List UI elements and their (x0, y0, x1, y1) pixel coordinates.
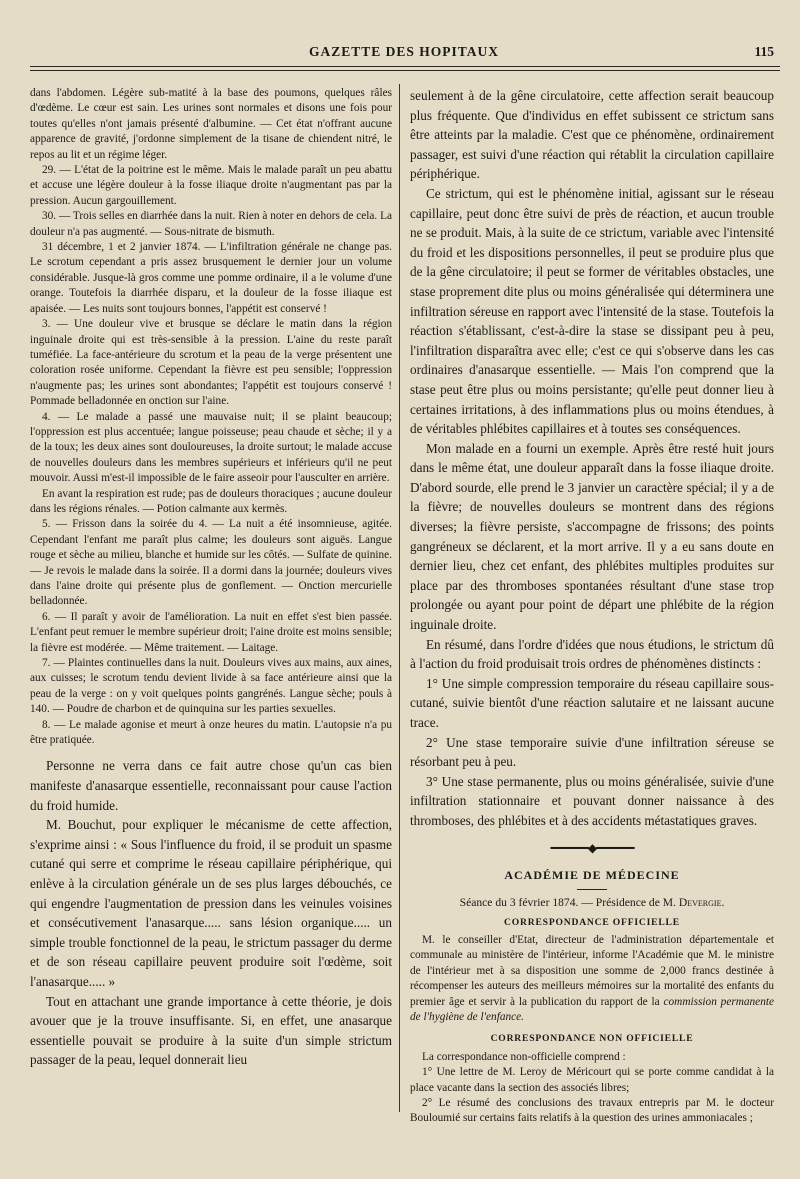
nonofficial-intro: La correspondance non-officielle comprend : (422, 1050, 626, 1063)
official-text-italic: commission permanente de l'hygiène de l'enfance. (410, 995, 775, 1023)
discussion-continued (410, 86, 774, 831)
discussion-text (30, 756, 392, 1070)
session-line (410, 896, 774, 909)
official-text: M. le conseiller d'Etat, directeur de l'administration départementale et communale au ministère de l'intérieur, informe l'Académie que M. le ministre de l'intérieur met à sa disposition une somme de 2,000 francs destinée à récompenser les auteurs des meilleurs mémoires sur la mortalité des enfants du premier âge et servir à la publication du rapport de la (410, 933, 774, 1008)
case-paragraph: dans l'abdomen. Légère sub-matité à la base des poumons, quelques râles d'œdème. Le cœur est sain. Les urines sont normales et disons une fois pour toutes qu'elles n'ont jamais présenté d'albumine. — Cet état n'offrant aucune apparence de gravité, j'ordonne simplement de la tisane de chiendent nitré, le repos au lit et un régime léger. (30, 87, 392, 161)
case-paragraph: En avant la respiration est rude; pas de douleurs thoraciques ; aucune douleur dans les régions rénales. — Potion calmante aux kermès. (30, 487, 392, 515)
official-correspondence-heading: CORRESPONDANCE OFFICIELLE (504, 916, 680, 928)
page-header (28, 42, 780, 62)
right-column (410, 86, 774, 1127)
case-paragraph: 4. — Le malade a passé une mauvaise nuit; il se plaint beaucoup; l'oppression est plus accentuée; langue poisseuse; peau chaude et sèche; il y a de la toux; les deux aines sont douloureuses, la droite surtout; le malade accuse de nouvelles douleurs dans les membres supérieurs et inférieurs qu'il ne peut mouvoir. Aussi m'est-il impossible de le faire asseoir pour l'ausculter en arrière. (30, 410, 392, 485)
body-paragraph: Personne ne verra dans ce fait autre chose qu'un cas bien manifeste d'anasarque essentielle, reconnaissant pour cause l'action du froid humide. (30, 758, 392, 813)
case-paragraph: 29. — L'état de la poitrine est le même. Mais le malade paraît un peu abattu et accuse une légère douleur à la fosse iliaque droite n'augmentant pas par la pression. Aucun gargouillement. (30, 164, 392, 207)
body-paragraph: Ce strictum, qui est le phénomène initial, agissant sur le réseau capillaire, peut donc être suivi de près de réaction, et aucun trouble ne se produit. Mais, à la suite de ce strictum, variable avec l'intensité du froid et les dispositions personnelles, il peut se produire plus que de la gêne circulatoire; il peut se former de véritables obstacles, une stase proprement dite plus ou moins généralisée qui déterminera une infiltration séreuse en rapport avec l'intensité de la stase. Toutefois la réaction s'établissant, c'est-à-dire la stase se dissipant peu à peu, l'infiltration disparaîtra avec elle; c'est ce qui s'observe dans les cas ordinaires d'anasarque essentielle. — Mais l'on comprend que la stase peut être plus ou moins persistante; qu'elle peut donner lieu à certaines irritations, à des inflammations plus ou moins étendues, à de véritables phlébites capillaires et à toutes ses conséquences. (410, 185, 774, 437)
body-paragraph: Mon malade en a fourni un exemple. Après être resté huit jours dans le même état, une douleur apparaît dans la fosse iliaque droite. D'abord sourde, elle prend le 3 janvier un caractère spécial; il y a de la fièvre; de nouvelles douleurs se montrent dans des régions diverses; la fièvre persiste, s'accompagne de frissons; des points gangréneux se déclarent, et la mort arrive. Il y a eu sans doute en dernier lieu, chez cet enfant, des phlébites multiples produites sur place par des thromboses spontanées résultant d'une stase trop prolongée ou ayant pour point de départ une phlébite de la région inguinale droite. (410, 440, 774, 633)
case-paragraph: 7. — Plaintes continuelles dans la nuit. Douleurs vives aux mains, aux aines, aux cuisses; le scrotum tendu devient livide à sa face antérieure ainsi que la peau de la verge : on y voit quelques points gangrénés. Langue sèche; pouls à 140. — Poudre de charbon et de quinquina sur les parties sexuelles. (30, 657, 392, 716)
case-paragraph: 5. — Frisson dans la soirée du 4. — La nuit a été insomnieuse, agitée. Cependant l'enfant me paraît plus calme; les douleurs sont aiguës. Langue rouge et sèche au milieu, blanche et humide sur les côtés. — Sulfate de quinine. — Je revois le malade dans la soirée. Il a dormi dans la journée; douleurs vives dans l'aine droite qui présente plus de gonflement. — Onction mercurielle belladonnée. (30, 518, 392, 608)
title-rule (577, 889, 607, 890)
column-divider (399, 84, 400, 1112)
body-paragraph: 2° Une stase temporaire suivie d'une infiltration séreuse se résorbant peu à peu. (410, 734, 774, 770)
case-paragraph: 30. — Trois selles en diarrhée dans la nuit. Rien à noter en dehors de cela. La douleur n'a pas augmenté. — Sous-nitrate de bismuth. (30, 210, 392, 238)
correspondence-item: 2° Le résumé des conclusions des travaux entrepris par M. le docteur Bouloumié sur certains faits relatifs à la question des urines ammoniacales ; (410, 1097, 774, 1125)
case-paragraph: 3. — Une douleur vive et brusque se déclare le matin dans la région inguinale droite qui est très-sensible à la pression. L'aine du reste paraît tuméfiée. La face-antérieure du scrotum et la peau de la verge présentent une coloration rosée uniforme. Cependant la fièvre est peu sensible; l'oppression n'augmente pas; les urines sont abondantes; l'appétit est toujours conservé ! Pommade belladonnée en onction sur l'aine. (30, 318, 392, 408)
body-paragraph: 1° Une simple compression temporaire du réseau capillaire sous-cutané, suivie bientôt d'une réaction salutaire et ne laissant aucune trace. (410, 675, 774, 730)
body-paragraph: 3° Une stase permanente, plus ou moins généralisée, suivie d'une infiltration stationnaire et pouvant donner naissance à des thromboses, des phlébites et à des accidents métastatiques graves. (410, 773, 774, 828)
session-president: M. Devergie. (662, 895, 725, 909)
body-paragraph: En résumé, dans l'ordre d'idées que nous étudions, le strictum dû à l'action du froid produisait trois ordres de phénomènes distincts : (410, 636, 774, 672)
section-ornament: ━━━━━━◆━━━━━━ (550, 840, 634, 855)
correspondence-item: 1° Une lettre de M. Leroy de Méricourt qui se porte comme candidat à la place vacante dans la section des associés libres; (410, 1066, 774, 1094)
academy-title: ACADÉMIE DE MÉDECINE (504, 867, 680, 882)
body-paragraph: Tout en attachant une grande importance à cette théorie, je dois avouer que je la trouve insuffisante. Si, en effet, une anasarque essentielle pouvait se produire à la suite d'un simple strictum passager de la peau, lequel donnerait lieu (30, 993, 392, 1068)
case-paragraph: 31 décembre, 1 et 2 janvier 1874. — L'infiltration générale ne change pas. Le scrotum cependant a pris assez brusquement le dernier jour un volume considérable. Jusque-là gros comme une pomme ordinaire, il a le volume d'une orange. Toutefois la diarrhée disparu, et la douleur de la fosse iliaque est apaisée. — Les nuits sont toujours bonnes, l'appétit est conservé ! (30, 241, 392, 315)
case-paragraph: 6. — Il paraît y avoir de l'amélioration. La nuit en effet s'est bien passée. L'enfant peut remuer le membre supérieur droit; l'aine droite est moins sensible; la fièvre est modérée. — Même traitement. — Laitage. (30, 610, 392, 654)
body-paragraph: M. Bouchut, pour expliquer le mécanisme de cette affection, s'exprime ainsi : « Sous l'influence du froid, il se produit un spasme cutané qui serre et comprime le réseau capillaire périphérique, qui enlève à la circulation générale un de ses plus larges débouchés, ce qui engendre l'augmentation de pression dans les veinules voisines et consécutivement l'anasarque..... sans lésion organique..... un simple trouble fonctionnel de la peau, le strictum passager du derme et de son réseau capillaire peuvent produire soit l'œdème, soit l'anasarque..... » (30, 817, 392, 989)
header-rule (30, 66, 780, 67)
session-date: Séance du 3 février 1874. — Présidence de (459, 895, 660, 909)
page-number: 115 (754, 44, 774, 59)
left-column (30, 86, 392, 1070)
official-correspondence-text (410, 933, 774, 1025)
case-paragraph: 8. — Le malade agonise et meurt à onze heures du matin. L'autopsie n'a pu être pratiquée. (30, 718, 392, 747)
nonofficial-correspondence-heading: CORRESPONDANCE NON OFFICIELLE (490, 1033, 694, 1045)
body-paragraph: seulement à de la gêne circulatoire, cette affection serait beaucoup plus fréquente. Que d'individus en effet subissent ce strictum sans être atteints par la maladie. C'est que ce phénomène, ordinairement passager, est suivi d'une réaction qui rétablit la circulation capillaire périphérique. (410, 88, 774, 182)
academy-text (410, 915, 774, 1127)
header-rule-2 (30, 70, 780, 71)
running-title: GAZETTE DES HOPITAUX (308, 44, 500, 59)
case-notes (30, 86, 392, 748)
